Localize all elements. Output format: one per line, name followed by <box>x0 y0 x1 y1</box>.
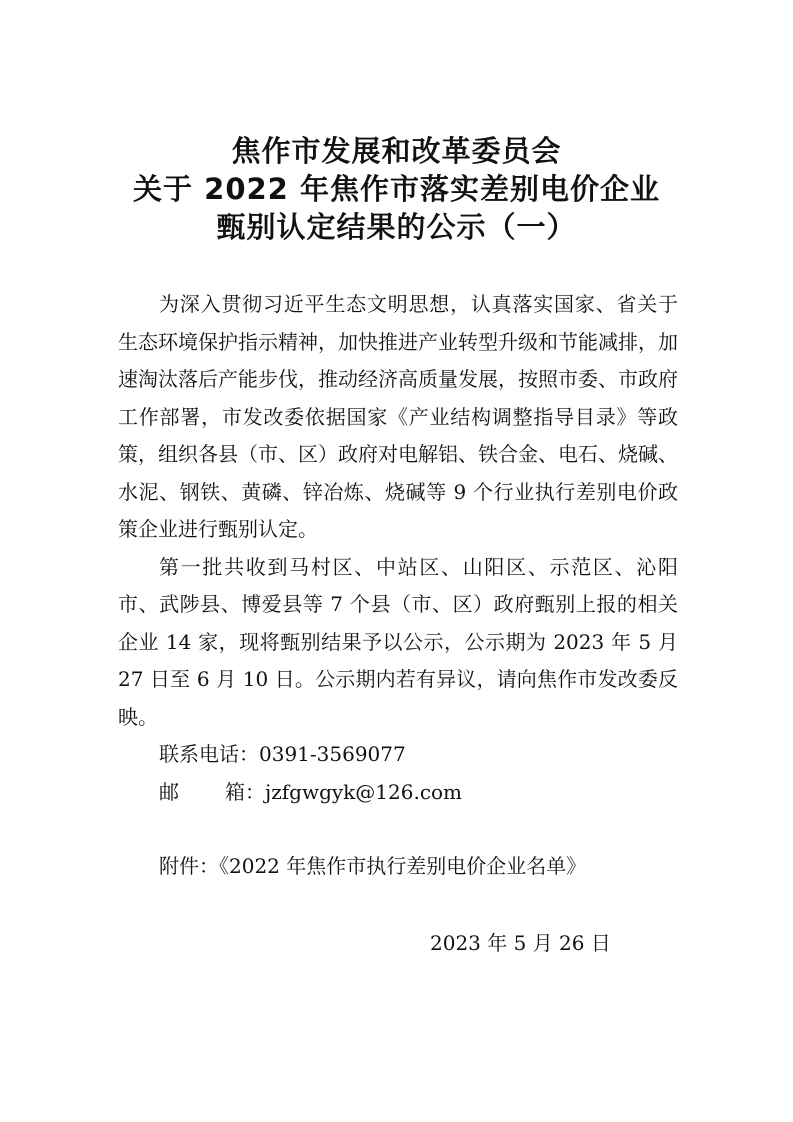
document-title <box>0 132 793 246</box>
contact-email-label-a: 邮 <box>159 779 225 804</box>
title-line-3: 甄别认定结果的公示（一） <box>216 210 577 244</box>
contact-phone-value: 0391-3569077 <box>259 742 406 766</box>
paragraph-purpose: 为深入贯彻习近平生态文明思想，认真落实国家、省关于生态环境保护指示精神，加快推进产业转型升级和节能减排，加速淘汰落后产能步伐，推动经济高质量发展，按照市委、市政府工作部署，市发改委依据国家《产业结构调整指导目录》等政策，组织各县（市、区）政府对电解铝、铁合金、电石、烧碱、水泥、钢铁、黄磷、锌冶炼、烧碱等 9 个行业执行差别电价政策企业进行甄别认定。 <box>118 292 678 541</box>
contact-email-label-b: 箱： <box>225 779 265 804</box>
document-body <box>118 286 678 886</box>
spacer <box>118 811 678 848</box>
title-line-1: 焦作市发展和改革委员会 <box>231 134 562 168</box>
attachment-note: 附件：《2022 年焦作市执行差别电价企业名单》 <box>159 854 587 878</box>
contact-email <box>118 774 678 812</box>
contact-phone-label: 联系电话： <box>159 742 259 766</box>
title-line-2: 关于 2022 年焦作市落实差别电价企业 <box>133 172 660 206</box>
document-date: 2023 年 5 月 26 日 <box>430 931 611 955</box>
paragraph-result: 第一批共收到马村区、中站区、山阳区、示范区、沁阳市、武陟县、博爱县等 7 个县（市、区）政府甄别上报的相关企业 14 家，现将甄别结果予以公示，公示期为 2023 年 5 月 27 日至 6 月 10 日。公示期内若有异议，请向焦作市发改委反映。 <box>118 554 678 729</box>
contact-email-value: jzfgwgyk@126.com <box>265 779 463 804</box>
contact-phone <box>118 736 678 774</box>
